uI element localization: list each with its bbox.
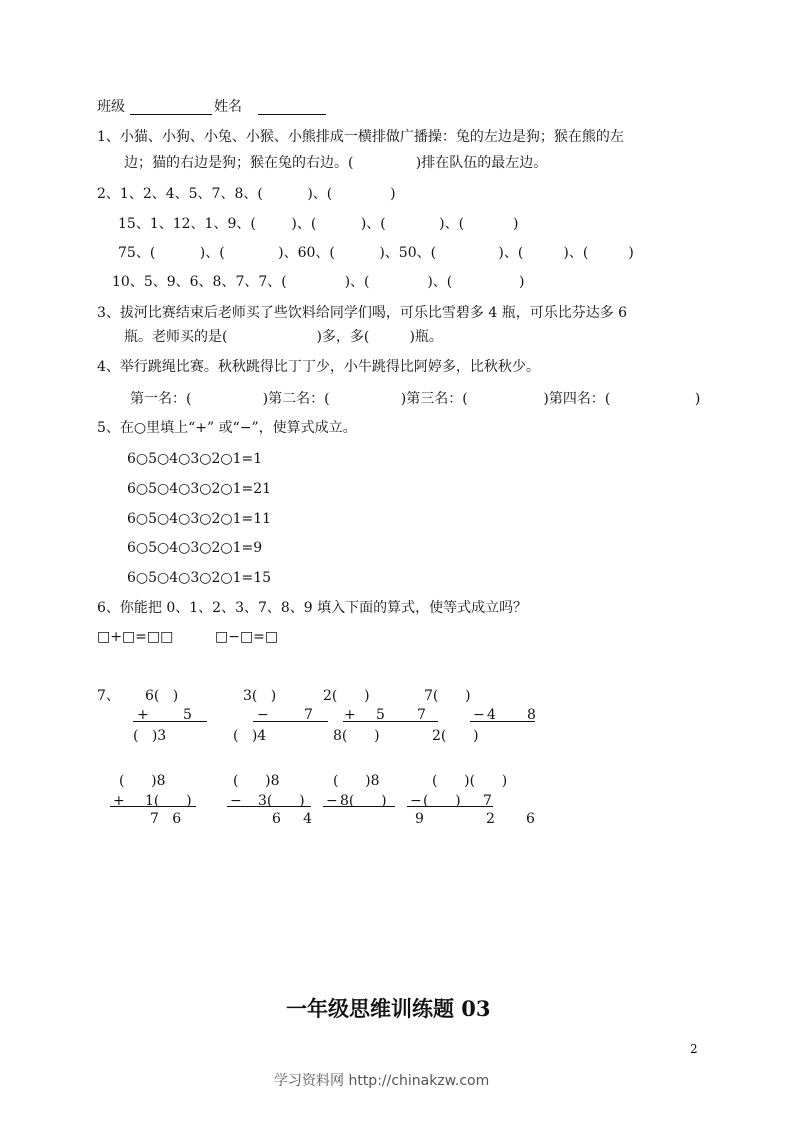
q7-r2-p4-line [407, 806, 493, 807]
q7-r2-p3-result: 9 [415, 811, 424, 827]
q4-line2: 第一名：( )第二名：( )第三名：( )第四名：( ) [130, 391, 701, 407]
q7-r2-p1-line [110, 806, 196, 807]
q7-r2-p3-top: ( )8 [333, 773, 380, 789]
q7-r2-p3-line [323, 806, 395, 807]
q2-line2: 15、1、12、1、9、( )、( )、( )、( ) [118, 216, 519, 232]
q7-r2-p4-num2: 7 [483, 793, 492, 809]
q3-line1: 3、拔河比赛结束后老师买了些饮料给同学们喝，可乐比雪碧多 4 瓶，可乐比芬达多 6 [97, 305, 628, 321]
q1-line2: 边；猫的右边是狗；猴在兔的右边。( )排在队伍的最左边。 [124, 155, 548, 171]
q7-r1-p3-num: 5 [376, 707, 385, 723]
q7-r2-p2-top: ( )8 [233, 773, 280, 789]
q7-r1-p4-top: 7( ) [424, 688, 471, 704]
q5-equation-1: 6○5○4○3○2○1=1 [127, 451, 263, 467]
q7-r2-p1-op: + [113, 793, 125, 809]
q2-line1: 2、1、2、4、5、7、8、( )、( ) [97, 186, 396, 202]
next-section-title: 一年级思维训练题 03 [286, 996, 491, 1021]
q7-r1-p3-num2: 7 [417, 707, 426, 723]
q7-r2-p4-top: ( )( ) [432, 773, 508, 789]
class-blank[interactable] [130, 114, 212, 115]
q6-equation-2: □−□=□ [215, 629, 279, 645]
q7-r1-p1-num: 5 [183, 707, 192, 723]
q7-r1-p2-result: ( )4 [233, 728, 267, 744]
footer-watermark: 学习资料网 http://chinakzw.com [274, 1073, 490, 1089]
q7-r1-p2-op: − [257, 707, 269, 723]
q7-r1-p3-line [343, 721, 438, 722]
q7-r2-p2-result: 6 4 [272, 811, 313, 827]
name-blank[interactable] [258, 114, 326, 115]
q7-r2-p3-num: 8( ) [340, 793, 387, 809]
q7-r2-p1-num: 1( ) [145, 793, 192, 809]
q7-r1-p2-top: 3( ) [243, 688, 277, 704]
q7-r2-p2-line [227, 806, 311, 807]
q7-r2-p2-num: 3( ) [258, 793, 305, 809]
q6-prompt: 6、你能把 0、1、2、3、7、8、9 填入下面的算式，使等式成立吗？ [97, 600, 528, 616]
q5-prompt: 5、在○里填上“+” 或“−”，使算式成立。 [97, 420, 357, 436]
q7-r1-p4-num2: 8 [527, 707, 536, 723]
q7-r1-p3-op: + [344, 707, 356, 723]
q2-line4: 10、5、9、6、8、7、7、( )、( )、( ) [112, 274, 525, 290]
q7-r1-p1-result: ( )3 [133, 728, 167, 744]
q7-r1-p4-num: 4 [487, 707, 496, 723]
q7-r1-p1-top: 6( ) [145, 688, 179, 704]
q5-equation-2: 6○5○4○3○2○1=21 [127, 481, 272, 497]
q7-r1-p2-line [253, 721, 328, 722]
q6-equation-1: □+□=□□ [97, 629, 174, 645]
q7-r1-p3-result: 8( ) [333, 728, 380, 744]
q5-equation-5: 6○5○4○3○2○1=15 [127, 570, 272, 586]
class-label: 班级 [97, 99, 125, 115]
q1-line1: 1、小猫、小狗、小兔、小猴、小熊排成一横排做广播操：兔的左边是狗；猴在熊的左 [97, 129, 624, 145]
q5-equation-4: 6○5○4○3○2○1=9 [127, 540, 263, 556]
q4-line1: 4、举行跳绳比赛。秋秋跳得比丁丁少，小牛跳得比阿婷多，比秋秋少。 [97, 359, 540, 375]
q7-r1-p3-top: 2( ) [323, 688, 370, 704]
q7-r2-p3-op: − [326, 793, 338, 809]
q7-r2-p1-top: ( )8 [119, 773, 166, 789]
q2-line3: 75、( )、( )、60、( )、50、( )、( )、( ) [118, 245, 634, 261]
q7-r2-p4-result: 2 6 [486, 811, 535, 827]
q7-r1-p4-op: − [473, 707, 485, 723]
name-label: 姓名 [214, 99, 242, 115]
q7-r2-p4-num: ( ) [423, 793, 461, 809]
q7-r2-p2-op: − [230, 793, 242, 809]
q7-r1-p1-op: + [137, 707, 149, 723]
q3-line2: 瓶。老师买的是( )多，多( )瓶。 [124, 329, 443, 345]
page-number: 2 [690, 1042, 698, 1056]
q7-r2-p1-result: 7 6 [150, 811, 182, 827]
q7-r1-p1-line [133, 721, 207, 722]
q7-r1-p4-result: 2( ) [432, 728, 479, 744]
q7-r2-p4-op: − [410, 793, 422, 809]
q7-r1-p2-num: 7 [304, 707, 313, 723]
q7-r1-p4-line [470, 721, 535, 722]
q5-equation-3: 6○5○4○3○2○1=11 [127, 511, 272, 527]
q7-label: 7、 [97, 688, 120, 704]
